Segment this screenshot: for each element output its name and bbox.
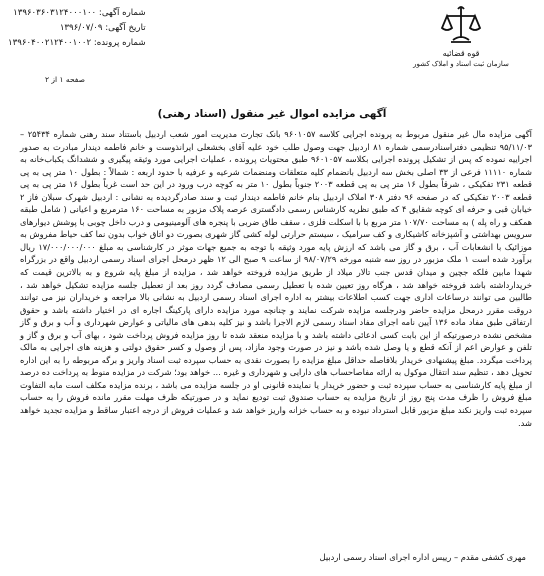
- organization-name: قوه قضائیه: [442, 49, 480, 58]
- organization-subname: سازمان ثبت اسناد و املاک کشور: [413, 60, 509, 68]
- page-indicator: صفحه ۱ از ۲: [45, 75, 85, 84]
- signer-line: مهری کشفی مقدم – رییس اداره اجرای اسناد رسمی اردبیل: [319, 552, 526, 562]
- letter-number: شماره آگهی: ۱۳۹۶۰۳۶۰۳۱۲۴۰۰۰۱۰۰: [13, 8, 146, 18]
- judiciary-scales-emblem-icon: [439, 4, 483, 46]
- notice-meta: [8, 6, 146, 51]
- organization-header: [386, 4, 536, 68]
- notice-body: [20, 128, 532, 429]
- case-number: شماره پرونده: ۱۳۹۶۰۴۰۰۲۱۲۴۰۰۱۰۰۲: [8, 38, 146, 48]
- letter-date: تاریخ آگهی: ۱۳۹۶/۰۷/۰۹: [59, 23, 146, 33]
- notice-title: آگهی مزایده اموال غیر منقول (اسناد رهنی): [157, 108, 387, 120]
- notice-paragraph: آگهی مزایده مال غیر منقول مربوط به پرونده اجرایی کلاسه ۹۶۰۱۰۵۷ بانک تجارت مدیریت امور شعب اردبیل باستناد سند رهنی شماره ۲۵۴۳۴ – ۹۵/۱۱/۰۳ تنظیمی دفتراسنادرسمی شماره ۸۱ اردبیل جهت وصول طلب خود علیه آقای بخشعلی ایرانذوست و خانم فاطمه دیندار مبادرت به صدور اجراییه نموده که پس از تشکیل پرونده اجرایی بکلاسه ۹۶۰۱۰۵۷ طبق محتویات پرونده ، عملیات اجرایی مورد وثیقه پیگیری و ششدانگ یکباب‌خانه به شماره ۱۱۱۱۰ فرعی از ۳۳ اصلی بخش سه اردبیل بانضمام کلیه متعلقات ومنضمات شرعیه و عرفیه با حدود اربعه : شمالاً : بطول ۱۰ متر پی به پی قطعه ۲۳۱ تفکیکی ، شرقاً بطول ۱۶ متر پی به پی قطعه ۲۰۰۳ جنوباً بطول ۱۰ متر به کوچه درب ورود در این حد است غرباً بطول ۱۶ متر پی به پی قطعه ۲۰۰۳ تفکیکی که در صفحه ۹۶ دفتر ۳۰۸ املاک اردبیل بنام خانم فاطمه دیندار ثبت و سند صادرگردیده به نشانی : اردبیل شهرک سبلان فاز ۲ خیابان قبی و حرفه ای کوچه شقایق ۴ که طبق نظریه کارشناس رسمی دادگستری عرصه پلاک مزبور به مساحت ۱۶۰ مترمربع و اعیانی ( شامل طبقه همکف و راه پله ) به مساحت ۱۰۷/۷۰ متر مربع با با اسکلت فلزی ، سقف طاق ضربی با پنجره های آلومینیومی و درب داخل چوبی با پوشش دیوارهای سرویس بهداشتی و آشپزخانه کاشیکاری و کف سرامیک ، سیستم حرارتی لوله کشی گاز شهری بصورت دو اتاق خواب بدون نما کف حیاط مفروش به موزائیک با انشعابات آب ، برق و گاز می باشد که ارزش پایه مورد وثیقه با توجه به جمیع جهات موثر در کارشناسی به مبلغ ۱۷/۰۰۰/۰۰۰/۰۰۰ ریال برآورد شده است ۱ ملک مزبور در روز سه شنبه مورخه ۹۸/۰۷/۲۹ از ساعت ۹ صبح الی ۱۲ ظهر درمحل اجرای اسناد رسمی اردبیل واقع در بزرگراه شهدا مابین فلکه جچین و میدان قدس جنب تالار میلاد از طریق مزایده فروخته خواهد شد ، مزایده از مبلغ پایه شروع و به بالاترین قیمت که خریدارداشته باشد فروخته خواهد شد ، هرگاه روز تعیین شده با تعطیل رسمی مصادف گردد روز بعد از تعطیل جلسه مزایده تشکیل خواهد شد ، طالبین می توانند درساعات اداری جهت کسب اطلاعات بیشتر به اداره اجرای اسناد رسمی اردبیل به نشانی بالا مراجعه و خریداران نیز می توانند دروقت مقرر درمحل مزایده حاضر ودرجلسه مزایده شرکت نمایند و چنانچه مورد مزایده دارای پارکینگ اجاره ای در اختیار داشته باشد و حقوق ارتفاقی طبق مفاد ماده ۱۳۶ آیین نامه اجرای مفاد اسناد رسمی لازم الاجرا باشد و نیز کلیه بدهی های مالیاتی و عوارض شهرداری و آب و برق و گاز مشخص نشده درصورتیکه از این بابت کسی ادعائی داشته باشد و با مزایده منعقد شده تا روز مزایده فروش پرداخت شود ، بهای آب و برق و گاز و تلفن و عوارض اعم از آنکه قطع و یا وصل شده باشد و نیز در صورت وجود مازاد، پس از وصول و کسر حقوق دولتی و هزینه های اجرایی به مالک پرداخت میگردد. مبلغ پیشنهادی خریدار بلافاصله حداقل مبلغ مزایده را بصورت نقدی به حساب سپرده ثبت اسناد واریز و برگه مربوطه را به این اداره تحویل دهد ، تنظیم سند انتقال موکول به ارائه مفاصاحساب های دارایی و شهرداری و غیره ... خواهد بود؛ شرکت در مزایده منوط به پرداخت ده درصد از مبلغ پایه کارشناسی به حساب سپرده ثبت و حضور خریدار یا نماینده قانونی او در جلسه مزایده می باشد ، برنده مزایده مکلف است مابه التفاوت مبلغ فروش را ظرف مدت پنج روز از تاریخ مزایده به حساب صندوق ثبت تودیع نماید و در صورتیکه ظرف مهلت مقرر مانده فروش را به حساب سپرده ثبت واریز نکند مبلغ مزبور قابل استرداد نبوده و به حساب خزانه واریز خواهد شد و عملیات فروش از درجه اعتبار ساقط و مزایده تجدید خواهد شد.: [20, 129, 533, 428]
